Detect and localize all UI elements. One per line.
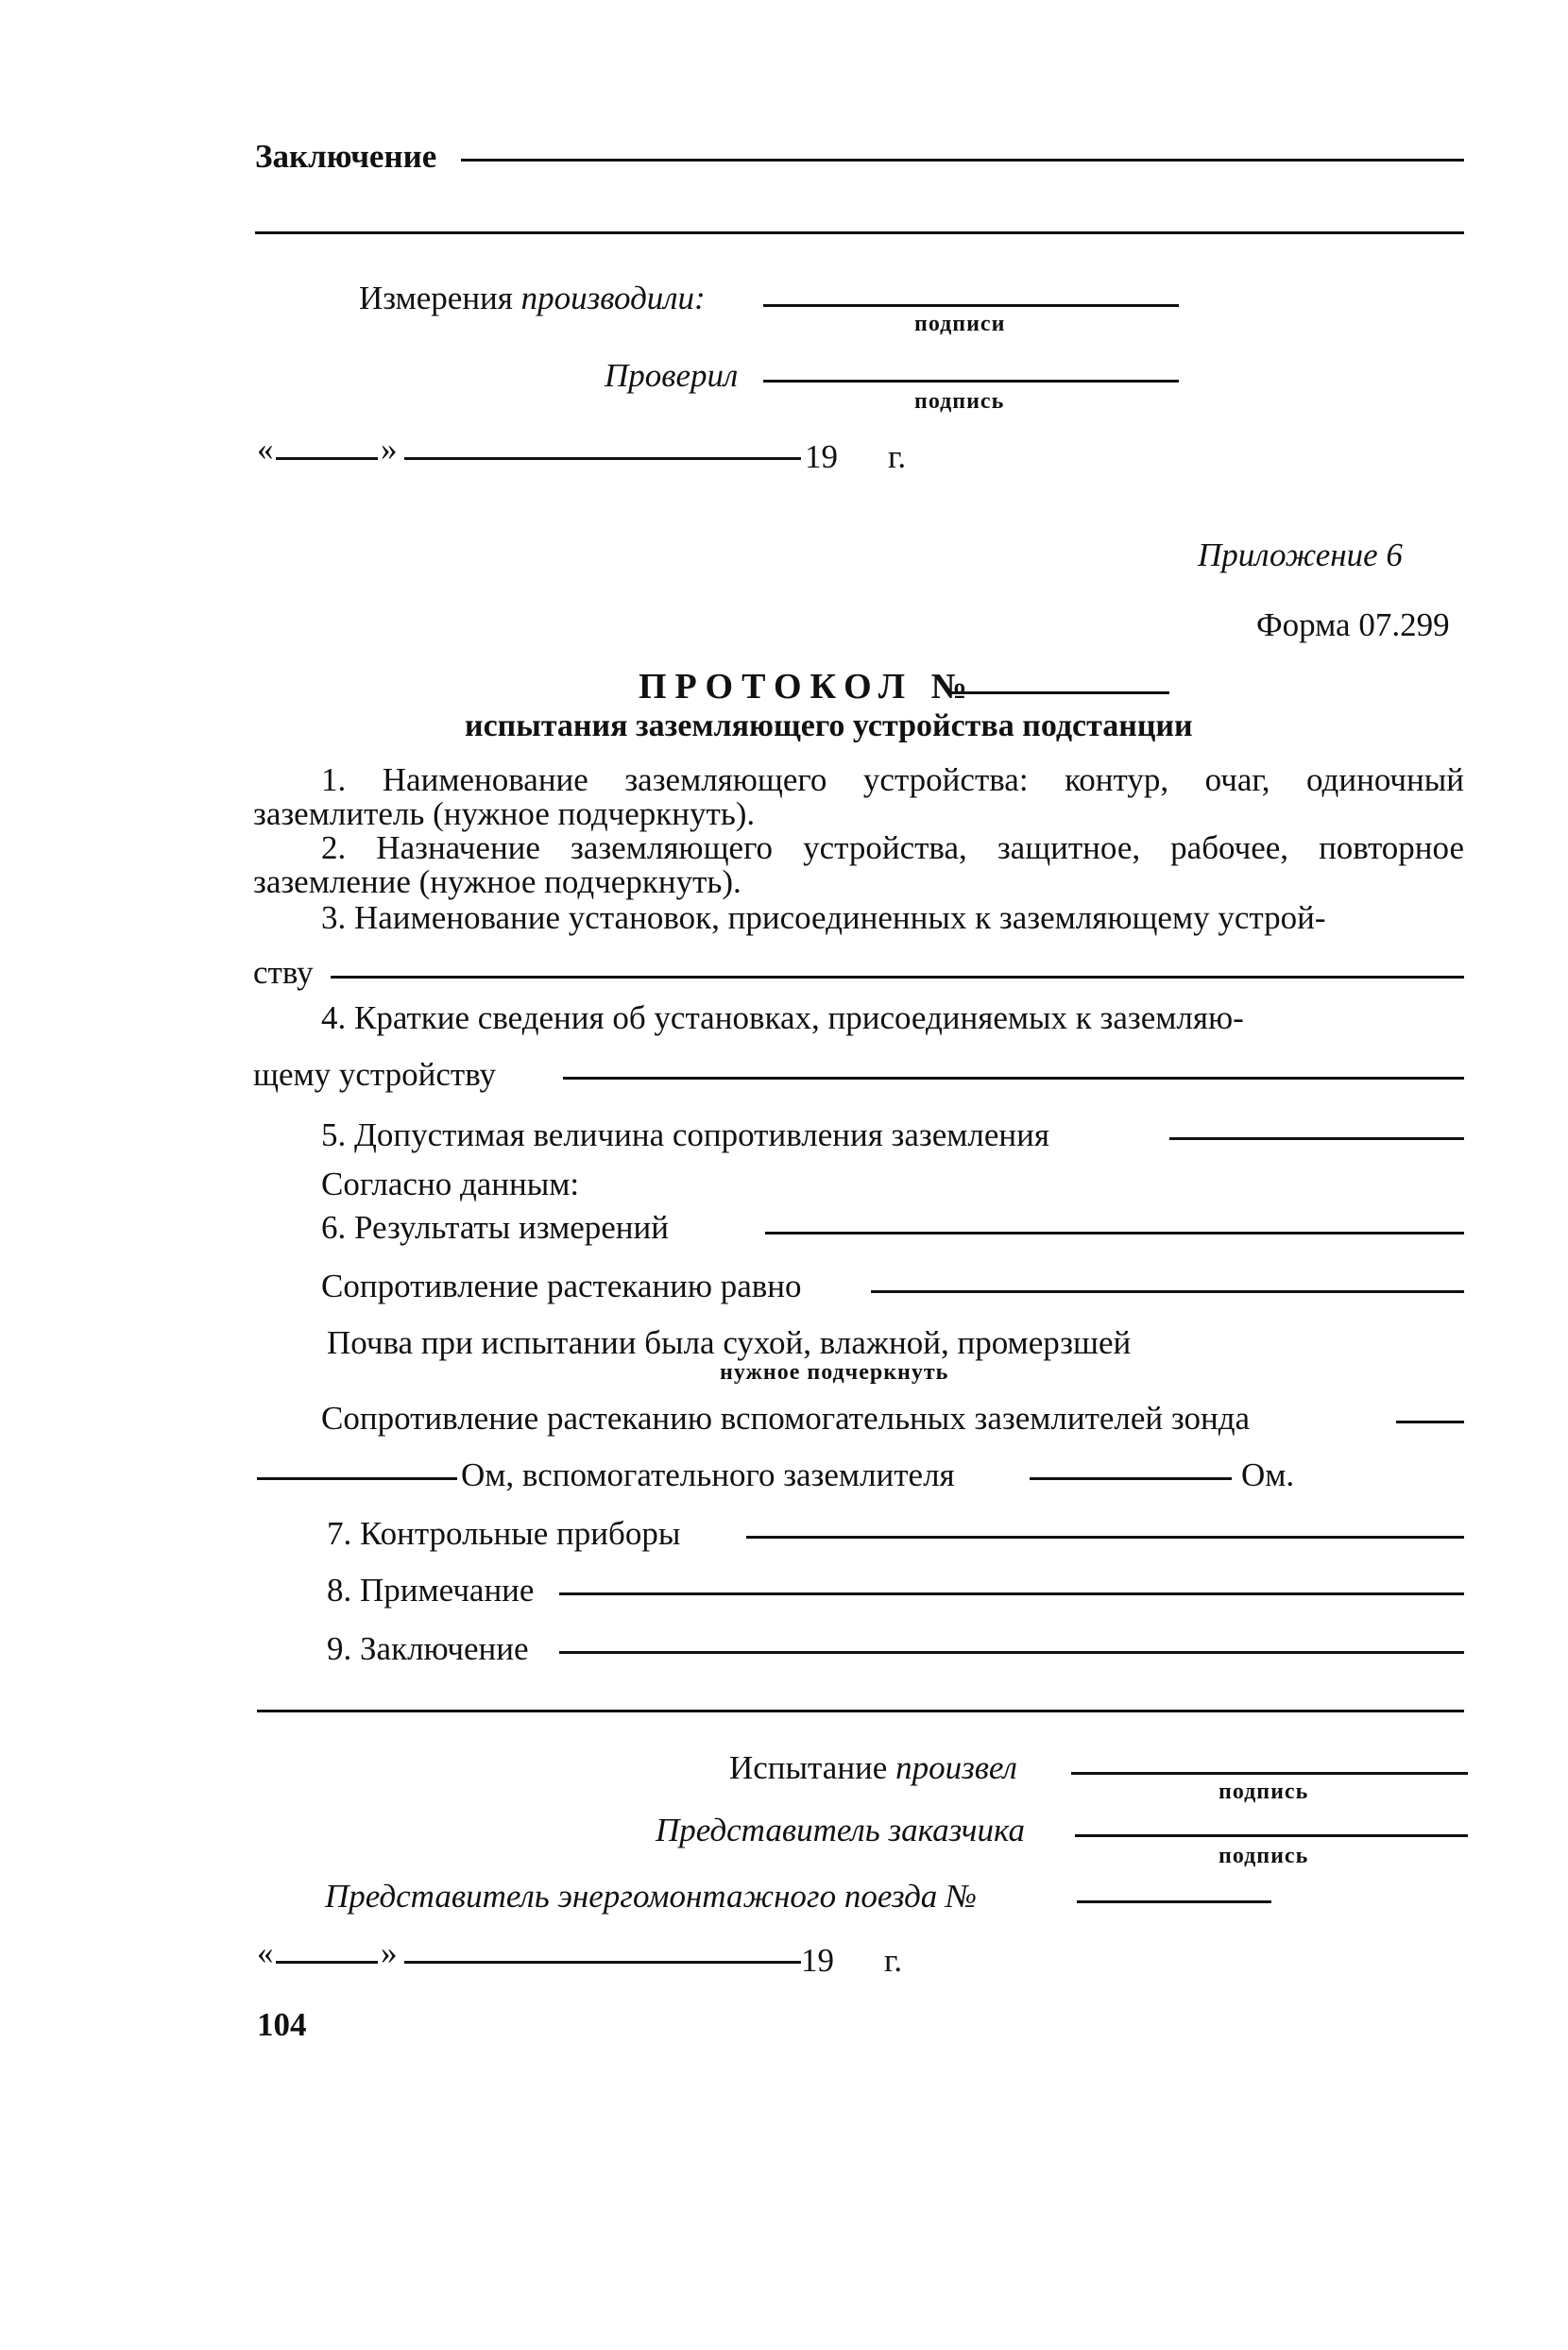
conclusion-line: [461, 159, 1464, 162]
probe-line-2: Ом, вспомогательного заземлителя: [461, 1456, 955, 1493]
measure-label: [359, 281, 706, 315]
item-9-fill-line: [559, 1651, 1464, 1654]
customer-signature-line: [1075, 1834, 1468, 1837]
date-day-line: [276, 457, 378, 460]
customer-label: Представитель заказчика: [656, 1812, 1025, 1848]
date-quote-close: »: [381, 431, 398, 468]
item-5: 5. Допустимая величина сопротивления заземления: [321, 1116, 1049, 1153]
measure-signature-line: [763, 304, 1179, 307]
item-2: 2. Назначение заземляющего устройства, защитное, рабочее, повторное заземление (нужное подчеркнуть).: [253, 829, 1464, 900]
checked-signature-line: [763, 380, 1179, 383]
signature-caption-1: подписи: [914, 312, 1006, 336]
test-italic: произвел: [895, 1749, 1017, 1786]
item-4-line-1: 4. Краткие сведения об установках, присоединяемых к заземляю-: [321, 999, 1244, 1036]
signature-caption-2: подпись: [914, 389, 1005, 414]
soil-hint: нужное подчеркнуть: [720, 1360, 949, 1385]
according-data: Согласно данным:: [321, 1166, 580, 1202]
separator-line: [257, 1710, 1464, 1712]
probe-ohm: Ом.: [1241, 1456, 1295, 1493]
item-3-line-1: 3. Наименование установок, присоединенных к заземляющему устрой-: [321, 899, 1326, 936]
signature-caption-3: подпись: [1219, 1780, 1309, 1804]
page-number: 104: [257, 2006, 307, 2043]
signature-caption-4: подпись: [1219, 1844, 1309, 1868]
item-3-line-2: ству: [253, 954, 314, 991]
test-signature-line: [1071, 1772, 1468, 1775]
item-6: 6. Результаты измерений: [321, 1209, 669, 1246]
item-4-fill-line: [563, 1077, 1464, 1080]
protocol-subtitle: испытания заземляющего устройства подстанции: [465, 708, 1193, 743]
item-1: 1. Наименование заземляющего устройства: контур, очаг, одиночный заземлитель (нужное подчеркнуть).: [253, 761, 1464, 832]
resistance-label: Сопротивление растеканию равно: [321, 1268, 802, 1304]
test-label: [729, 1751, 1017, 1784]
train-label: Представитель энергомонтажного поезда №: [325, 1878, 978, 1915]
form-number: Форма 07.299: [1256, 606, 1450, 643]
item-3-fill-line: [331, 976, 1464, 979]
protocol-title: ПРОТОКОЛ №: [639, 667, 976, 707]
probe-fill-line-3: [1030, 1477, 1232, 1480]
item-4-line-2: щему устройству: [253, 1056, 497, 1093]
item-8: 8. Примечание: [327, 1572, 535, 1609]
probe-line-1: Сопротивление растеканию вспомогательных заземлителей зонда: [321, 1400, 1251, 1437]
conclusion-line-2: [255, 231, 1464, 234]
item-8-fill-line: [559, 1592, 1464, 1595]
conclusion-label: Заключение: [255, 138, 437, 175]
bottom-date-quote-open: «: [257, 1934, 274, 1971]
date-year-suffix: г.: [888, 438, 907, 475]
train-number-line: [1077, 1900, 1271, 1903]
bottom-date-day-line: [276, 1961, 378, 1964]
item-5-fill-line: [1169, 1137, 1464, 1140]
soil-label: Почва при испытании была сухой, влажной, промерзшей: [327, 1324, 1132, 1361]
probe-fill-line-1: [1396, 1421, 1464, 1423]
item-7: 7. Контрольные приборы: [327, 1515, 681, 1552]
checked-label: Проверил: [605, 357, 739, 394]
item-6-fill-line: [765, 1232, 1464, 1235]
protocol-number-line: [950, 691, 1169, 694]
bottom-date-month-line: [404, 1961, 801, 1964]
item-9: 9. Заключение: [327, 1630, 529, 1667]
resistance-fill-line: [871, 1290, 1464, 1293]
bottom-date-quote-close: »: [381, 1934, 398, 1971]
bottom-date-year-suffix: г.: [884, 1942, 903, 1979]
appendix-label: Приложение 6: [1198, 536, 1403, 573]
bottom-date-year: 19: [801, 1942, 834, 1979]
date-year: 19: [805, 438, 838, 475]
measure-italic: производили:: [520, 280, 706, 316]
measure-word: Измерения: [359, 280, 513, 316]
date-month-line: [404, 457, 801, 460]
item-7-fill-line: [746, 1536, 1464, 1539]
test-word: Испытание: [729, 1749, 888, 1786]
date-quote-open: «: [257, 431, 274, 468]
probe-fill-line-2: [257, 1477, 457, 1480]
